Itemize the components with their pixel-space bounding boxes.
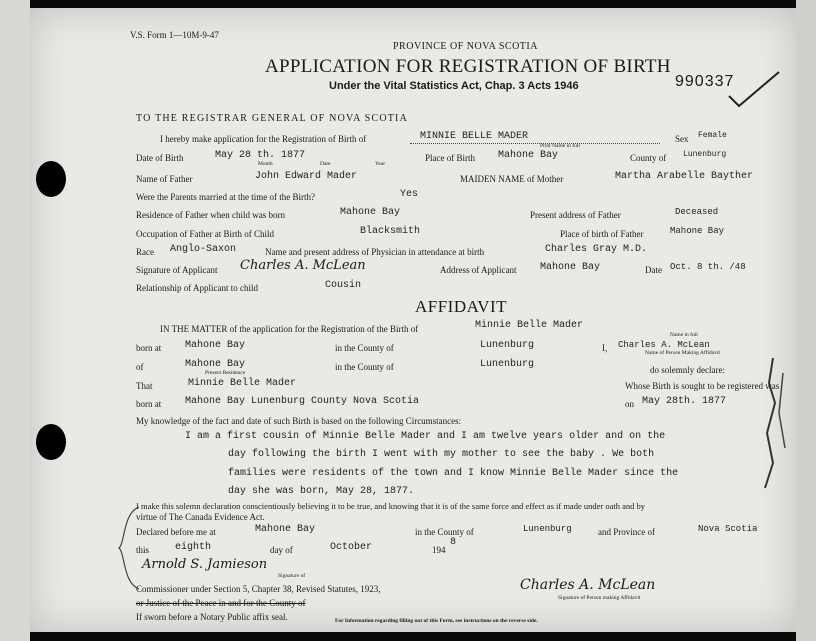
brace-mark: [115, 503, 145, 593]
aff-born-at: Mahone Bay: [185, 340, 246, 351]
aff-county-2: Lunenburg: [480, 359, 535, 370]
right-margin-strip: [796, 0, 816, 641]
province-heading: PROVINCE OF NOVA SCOTIA: [393, 41, 538, 52]
year-digit: 8: [450, 537, 457, 548]
sig-person-caption: Signature of Person making Affidavit: [558, 595, 641, 601]
aff-child-name: Minnie Belle Mader: [475, 320, 584, 331]
present-address-label: Present address of Father: [530, 210, 621, 220]
vertical-stamp-mark: [755, 353, 793, 493]
father-value: John Edward Mader: [255, 171, 358, 182]
aff-county: Lunenburg: [480, 340, 535, 351]
check-mark-icon: [725, 70, 785, 110]
justice-label: or Justice of the Peace in and for the County of: [136, 598, 306, 608]
born-at-label-2: born at: [136, 399, 162, 409]
born-at-full: Mahone Bay Lunenburg County Nova Scotia: [185, 396, 420, 407]
whose-birth-label: Whose Birth is sought to be registered was: [625, 381, 780, 391]
registration-number: 990337: [675, 73, 735, 90]
addressee: TO THE REGISTRAR GENERAL OF NOVA SCOTIA: [136, 113, 409, 124]
sig-applicant-label: Signature of Applicant: [136, 265, 218, 275]
place-birth-label: Place of Birth: [425, 153, 475, 163]
in-matter-label: IN THE MATTER of the application for the Registration of the Birth of: [160, 324, 419, 334]
declared-province: Nova Scotia: [698, 524, 758, 534]
sex-value: Female: [698, 131, 727, 140]
form-id: V.S. Form 1—10M-9-47: [130, 30, 219, 40]
occupation-value: Blacksmith: [360, 226, 421, 237]
aff-of: Mahone Bay: [185, 359, 246, 370]
sex-label: Sex: [675, 134, 689, 144]
commissioner-signature: Arnold S. Jamieson: [142, 557, 268, 572]
footer-note: For Information regarding filling out of this Form, see instructions on the reverse side.: [335, 618, 538, 624]
affidavit-heading: AFFIDAVIT: [415, 297, 508, 316]
form-title: APPLICATION FOR REGISTRATION OF BIRTH: [265, 56, 671, 77]
dob-value: May 28 th. 1877: [215, 150, 306, 161]
that-name: Minnie Belle Mader: [188, 378, 297, 389]
circumstance-line-1: I am a first cousin of Minnie Belle Mader and I am twelve years older and on the: [185, 431, 666, 442]
address-applicant-label: Address of Applicant: [440, 265, 517, 275]
day-of-label: day of: [270, 545, 293, 555]
year-prefix: 194: [432, 545, 446, 555]
married-value: Yes: [400, 189, 419, 200]
declared-day: eighth: [175, 542, 212, 553]
of-label: of: [136, 362, 144, 372]
declared-county: Lunenburg: [523, 524, 572, 534]
that-label: That: [136, 381, 153, 391]
year-caption: Year: [375, 161, 386, 167]
on-label: on: [625, 399, 634, 409]
name-person-caption: Name of Person Making Affidavit: [645, 350, 721, 356]
child-name: MINNIE BELLE MADER: [420, 131, 529, 142]
commissioner-label: Commissioner under Section 5, Chapter 38, Revised Statutes, 1923,: [136, 584, 381, 594]
solemn-line-2: virtue of The Canada Evidence Act.: [136, 512, 265, 522]
mother-value: Martha Arabelle Bayther: [615, 171, 754, 182]
county-of-label: in the County of: [335, 343, 394, 353]
birth-application-form: [30, 8, 796, 632]
knowledge-label: My knowledge of the fact and date of such Birth is based on the following Circumstances:: [136, 416, 462, 426]
sig-of-caption: Signature of: [278, 573, 306, 579]
present-residence-caption: Present Residence: [205, 370, 246, 376]
print-name-caption: Print Name in full: [540, 143, 580, 149]
date-caption: Date: [320, 161, 331, 167]
punch-hole-bottom: [36, 424, 66, 460]
address-applicant-value: Mahone Bay: [540, 262, 601, 273]
solemn-line-1: I make this solemn declaration conscientiously believing it to be true, and knowing that it is of the same force and effect as if made under oath and by: [136, 501, 645, 511]
aff-person: Charles A. McLean: [618, 340, 710, 350]
name-in-full-caption: Name in full: [670, 332, 698, 338]
born-on: May 28th. 1877: [642, 396, 727, 407]
physician-value: Charles Gray M.D.: [545, 244, 648, 255]
birthplace-father-label: Place of birth of Father: [560, 229, 644, 239]
county-label: County of: [630, 153, 667, 163]
declared-month: October: [330, 542, 373, 553]
residence-label: Residence of Father when child was born: [136, 210, 285, 220]
occupation-label: Occupation of Father at Birth of Child: [136, 229, 274, 239]
this-label: this: [136, 545, 150, 555]
declared-label: Declared before me at: [136, 527, 216, 537]
form-subtitle: Under the Vital Statistics Act, Chap. 3 Acts 1946: [329, 80, 579, 92]
county-label-3: in the County of: [415, 527, 474, 537]
left-margin-strip: [0, 0, 30, 641]
physician-label: Name and present address of Physician in attendance at birth: [265, 247, 485, 257]
notary-label: If sworn before a Notary Public affix seal.: [136, 612, 288, 622]
circumstance-line-2: day following the birth I went with my mother to see the baby . We both: [228, 449, 655, 460]
county-value: Lunenburg: [683, 150, 727, 159]
born-at-label: born at: [136, 343, 162, 353]
punch-hole-top: [36, 161, 66, 197]
present-address-value: Deceased: [675, 207, 719, 217]
applicant-signature: Charles A. McLean: [240, 258, 366, 273]
province-label: and Province of: [598, 527, 655, 537]
father-label: Name of Father: [136, 174, 193, 184]
place-birth-value: Mahone Bay: [498, 150, 559, 161]
month-caption: Month: [258, 161, 273, 167]
married-label: Were the Parents married at the time of the Birth?: [136, 192, 315, 202]
relationship-value: Cousin: [325, 280, 362, 291]
date-applied-value: Oct. 8 th. /48: [670, 262, 746, 272]
dob-label: Date of Birth: [136, 153, 184, 163]
solemnly-label: do solemnly declare:: [650, 365, 725, 375]
affiant-signature: Charles A. McLean: [520, 577, 656, 593]
residence-value: Mahone Bay: [340, 207, 401, 218]
date-applied-label: Date: [645, 265, 662, 275]
underline: [410, 143, 660, 144]
apply-label: I hereby make application for the Registration of Birth of: [160, 134, 367, 144]
i-label: I,: [602, 343, 608, 353]
circumstance-line-3: families were residents of the town and I know Minnie Belle Mader since the: [228, 468, 679, 479]
relationship-label: Relationship of Applicant to child: [136, 283, 258, 293]
race-label: Race: [136, 247, 154, 257]
mother-label: MAIDEN NAME of Mother: [460, 174, 564, 184]
birthplace-father-value: Mahone Bay: [670, 226, 725, 236]
race-value: Anglo-Saxon: [170, 244, 237, 255]
county-of-label-2: in the County of: [335, 362, 394, 372]
declared-at: Mahone Bay: [255, 524, 316, 535]
circumstance-line-4: day she was born, May 28, 1877.: [228, 486, 415, 497]
